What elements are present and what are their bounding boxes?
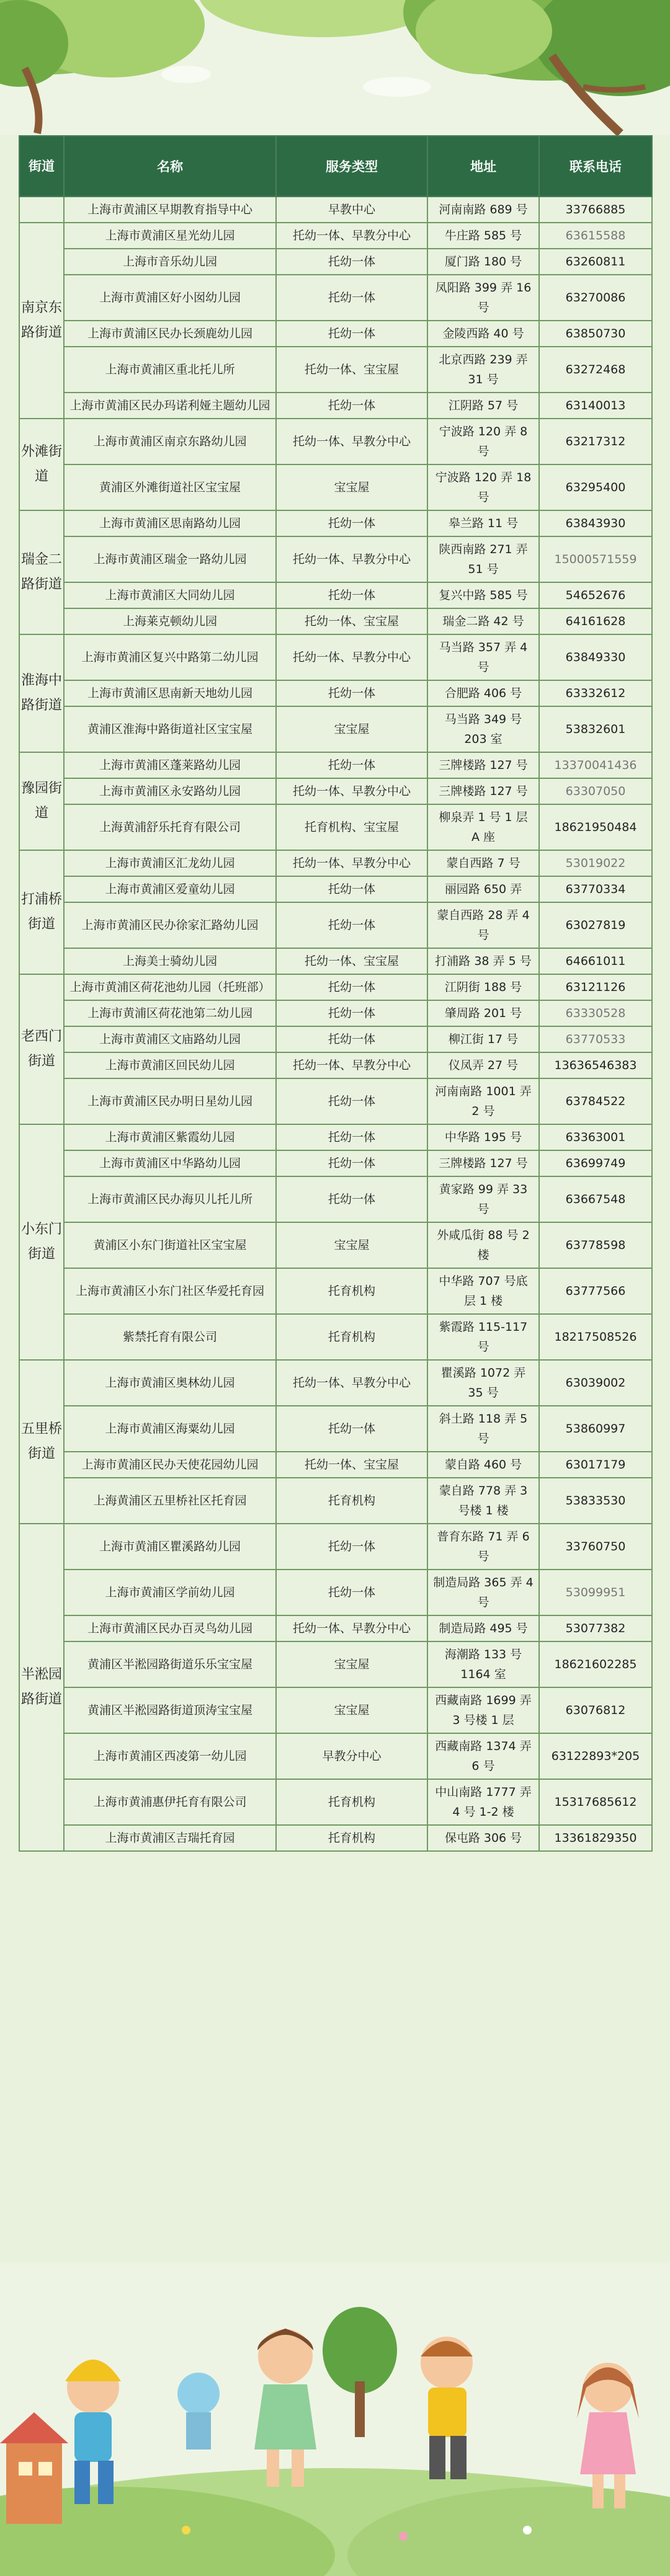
address-cell: 厦门路 180 号 bbox=[427, 249, 539, 275]
address-cell: 陕西南路 271 弄 51 号 bbox=[427, 536, 539, 582]
service-type-cell: 托幼一体 bbox=[276, 321, 427, 347]
phone-cell: 63849330 bbox=[539, 634, 652, 680]
phone-cell: 63332612 bbox=[539, 680, 652, 706]
phone-cell: 63784522 bbox=[539, 1078, 652, 1124]
name-cell: 上海市黄浦区民办天使花园幼儿园 bbox=[64, 1452, 276, 1478]
address-cell: 普育东路 71 弄 6 号 bbox=[427, 1524, 539, 1570]
address-cell: 柳江街 17 号 bbox=[427, 1026, 539, 1052]
name-cell: 上海市黄浦区永安路幼儿园 bbox=[64, 778, 276, 804]
name-cell: 上海市黄浦区大同幼儿园 bbox=[64, 582, 276, 608]
service-type-cell: 托幼一体 bbox=[276, 1124, 427, 1150]
phone-cell: 63122893*205 bbox=[539, 1733, 652, 1779]
name-cell: 上海市黄浦区奥林幼儿园 bbox=[64, 1360, 276, 1406]
address-cell: 瞿溪路 1072 弄 35 号 bbox=[427, 1360, 539, 1406]
name-cell: 上海黄浦区五里桥社区托育园 bbox=[64, 1478, 276, 1524]
service-type-cell: 宝宝屋 bbox=[276, 464, 427, 510]
phone-cell: 33760750 bbox=[539, 1524, 652, 1570]
address-cell: 三牌楼路 127 号 bbox=[427, 752, 539, 778]
name-cell: 上海市黄浦区民办百灵鸟幼儿园 bbox=[64, 1615, 276, 1641]
address-cell: 黄家路 99 弄 33 号 bbox=[427, 1176, 539, 1222]
name-cell: 上海市黄浦区文庙路幼儿园 bbox=[64, 1026, 276, 1052]
phone-cell: 63272468 bbox=[539, 347, 652, 393]
table-row bbox=[19, 948, 652, 974]
service-type-cell: 托幼一体、早教分中心 bbox=[276, 536, 427, 582]
phone-cell: 63667548 bbox=[539, 1176, 652, 1222]
table-header-row bbox=[19, 136, 652, 197]
table-row bbox=[19, 347, 652, 393]
name-cell: 黄浦区外滩街道社区宝宝屋 bbox=[64, 464, 276, 510]
name-cell: 上海市黄浦区重北托儿所 bbox=[64, 347, 276, 393]
table-row bbox=[19, 582, 652, 608]
street-cell: 小东门街道 bbox=[19, 1124, 64, 1360]
phone-cell: 15317685612 bbox=[539, 1779, 652, 1825]
tree-canopy-icon bbox=[0, 0, 670, 135]
service-type-cell: 托幼一体 bbox=[276, 1026, 427, 1052]
phone-cell: 53019022 bbox=[539, 850, 652, 876]
table-row bbox=[19, 1176, 652, 1222]
phone-cell: 63307050 bbox=[539, 778, 652, 804]
service-type-cell: 托幼一体、宝宝屋 bbox=[276, 1452, 427, 1478]
phone-cell: 63217312 bbox=[539, 419, 652, 464]
address-cell: 江阴路 57 号 bbox=[427, 393, 539, 419]
table-row bbox=[19, 1825, 652, 1851]
address-cell: 马当路 357 弄 4 号 bbox=[427, 634, 539, 680]
service-type-cell: 托幼一体、宝宝屋 bbox=[276, 347, 427, 393]
street-cell: 瑞金二路街道 bbox=[19, 510, 64, 634]
service-type-cell: 托幼一体 bbox=[276, 1570, 427, 1615]
name-cell: 上海市音乐幼儿园 bbox=[64, 249, 276, 275]
table-row bbox=[19, 1615, 652, 1641]
name-cell: 上海市黄浦区瞿溪路幼儿园 bbox=[64, 1524, 276, 1570]
service-type-cell: 托幼一体、早教分中心 bbox=[276, 1615, 427, 1641]
service-type-cell: 宝宝屋 bbox=[276, 1222, 427, 1268]
address-cell: 合肥路 406 号 bbox=[427, 680, 539, 706]
service-type-cell: 托幼一体、早教分中心 bbox=[276, 850, 427, 876]
table-row bbox=[19, 1026, 652, 1052]
address-cell: 蒙自西路 7 号 bbox=[427, 850, 539, 876]
address-cell: 金陵西路 40 号 bbox=[427, 321, 539, 347]
address-cell: 皋兰路 11 号 bbox=[427, 510, 539, 536]
header-address: 地址 bbox=[427, 136, 539, 197]
address-cell: 蒙自西路 28 弄 4 号 bbox=[427, 902, 539, 948]
table-row bbox=[19, 1052, 652, 1078]
name-cell: 上海市黄浦区民办明日星幼儿园 bbox=[64, 1078, 276, 1124]
phone-cell: 63843930 bbox=[539, 510, 652, 536]
phone-cell: 63076812 bbox=[539, 1687, 652, 1733]
name-cell: 上海莱克顿幼儿园 bbox=[64, 608, 276, 634]
table-row bbox=[19, 876, 652, 902]
phone-cell: 64661011 bbox=[539, 948, 652, 974]
address-cell: 西藏南路 1699 弄 3 号楼 1 层 bbox=[427, 1687, 539, 1733]
service-type-cell: 托育机构、宝宝屋 bbox=[276, 804, 427, 850]
service-type-cell: 托幼一体、早教分中心 bbox=[276, 1052, 427, 1078]
table-row bbox=[19, 419, 652, 464]
name-cell: 上海市黄浦区民办徐家汇路幼儿园 bbox=[64, 902, 276, 948]
address-cell: 复兴中路 585 号 bbox=[427, 582, 539, 608]
table-row bbox=[19, 1314, 652, 1360]
table-row bbox=[19, 275, 652, 321]
name-cell: 上海市黄浦区学前幼儿园 bbox=[64, 1570, 276, 1615]
phone-cell: 54652676 bbox=[539, 582, 652, 608]
table-row bbox=[19, 321, 652, 347]
header-service-type: 服务类型 bbox=[276, 136, 427, 197]
address-cell: 宁波路 120 弄 8 号 bbox=[427, 419, 539, 464]
name-cell: 黄浦区半淞园路街道乐乐宝宝屋 bbox=[64, 1641, 276, 1687]
address-cell: 海潮路 133 号 1164 室 bbox=[427, 1641, 539, 1687]
address-cell: 江阴街 188 号 bbox=[427, 974, 539, 1000]
table-row bbox=[19, 902, 652, 948]
name-cell: 紫禁托育有限公司 bbox=[64, 1314, 276, 1360]
table-row bbox=[19, 1524, 652, 1570]
phone-cell: 63615588 bbox=[539, 223, 652, 249]
phone-cell: 15000571559 bbox=[539, 536, 652, 582]
service-type-cell: 托幼一体 bbox=[276, 876, 427, 902]
phone-cell: 53860997 bbox=[539, 1406, 652, 1452]
address-cell: 仪凤弄 27 号 bbox=[427, 1052, 539, 1078]
table-row bbox=[19, 1478, 652, 1524]
address-cell: 肇周路 201 号 bbox=[427, 1000, 539, 1026]
service-type-cell: 托幼一体 bbox=[276, 1406, 427, 1452]
street-cell: 豫园街道 bbox=[19, 752, 64, 850]
name-cell: 上海市黄浦区思南新天地幼儿园 bbox=[64, 680, 276, 706]
phone-cell: 63140013 bbox=[539, 393, 652, 419]
name-cell: 上海市黄浦区西凌第一幼儿园 bbox=[64, 1733, 276, 1779]
street-cell: 半淞园路街道 bbox=[19, 1524, 64, 1851]
name-cell: 上海市黄浦区民办长颈鹿幼儿园 bbox=[64, 321, 276, 347]
service-type-cell: 早教中心 bbox=[276, 197, 427, 223]
table-row bbox=[19, 1452, 652, 1478]
address-cell: 斜土路 118 弄 5 号 bbox=[427, 1406, 539, 1452]
name-cell: 上海黄浦舒乐托育有限公司 bbox=[64, 804, 276, 850]
phone-cell: 63270086 bbox=[539, 275, 652, 321]
header-phone: 联系电话 bbox=[539, 136, 652, 197]
table-row bbox=[19, 1779, 652, 1825]
table-row bbox=[19, 1078, 652, 1124]
phone-cell: 18217508526 bbox=[539, 1314, 652, 1360]
street-cell: 外滩街道 bbox=[19, 419, 64, 510]
name-cell: 上海市黄浦区民办玛诺利娅主题幼儿园 bbox=[64, 393, 276, 419]
table-row bbox=[19, 464, 652, 510]
table-row bbox=[19, 804, 652, 850]
service-type-cell: 托幼一体 bbox=[276, 974, 427, 1000]
table-row bbox=[19, 1222, 652, 1268]
address-cell: 蒙自路 778 弄 3 号楼 1 楼 bbox=[427, 1478, 539, 1524]
service-type-cell: 托幼一体 bbox=[276, 1176, 427, 1222]
name-cell: 黄浦区半淞园路街道顶涛宝宝屋 bbox=[64, 1687, 276, 1733]
service-type-cell: 托幼一体、早教分中心 bbox=[276, 1360, 427, 1406]
phone-cell: 33766885 bbox=[539, 197, 652, 223]
service-type-cell: 托幼一体、早教分中心 bbox=[276, 419, 427, 464]
service-type-cell: 托幼一体 bbox=[276, 1078, 427, 1124]
table-row bbox=[19, 778, 652, 804]
service-type-cell: 托育机构 bbox=[276, 1478, 427, 1524]
name-cell: 上海市黄浦区民办海贝儿托儿所 bbox=[64, 1176, 276, 1222]
phone-cell: 63295400 bbox=[539, 464, 652, 510]
address-cell: 中华路 707 号底层 1 楼 bbox=[427, 1268, 539, 1314]
address-cell: 保屯路 306 号 bbox=[427, 1825, 539, 1851]
phone-cell: 63121126 bbox=[539, 974, 652, 1000]
service-type-cell: 托育机构 bbox=[276, 1268, 427, 1314]
name-cell: 上海市黄浦区复兴中路第二幼儿园 bbox=[64, 634, 276, 680]
address-cell: 马当路 349 号 203 室 bbox=[427, 706, 539, 752]
address-cell: 蒙自路 460 号 bbox=[427, 1452, 539, 1478]
service-type-cell: 托幼一体 bbox=[276, 393, 427, 419]
name-cell: 上海市黄浦区爱童幼儿园 bbox=[64, 876, 276, 902]
name-cell: 上海市黄浦区早期教育指导中心 bbox=[64, 197, 276, 223]
phone-cell: 53077382 bbox=[539, 1615, 652, 1641]
phone-cell: 63850730 bbox=[539, 321, 652, 347]
service-type-cell: 托幼一体 bbox=[276, 510, 427, 536]
name-cell: 上海市黄浦区星光幼儿园 bbox=[64, 223, 276, 249]
table-row bbox=[19, 850, 652, 876]
table-row bbox=[19, 1000, 652, 1026]
service-type-cell: 宝宝屋 bbox=[276, 1687, 427, 1733]
table-row bbox=[19, 680, 652, 706]
service-type-cell: 托幼一体 bbox=[276, 582, 427, 608]
phone-cell: 63363001 bbox=[539, 1124, 652, 1150]
phone-cell: 18621602285 bbox=[539, 1641, 652, 1687]
phone-cell: 53832601 bbox=[539, 706, 652, 752]
table-row bbox=[19, 1150, 652, 1176]
service-type-cell: 托育机构 bbox=[276, 1314, 427, 1360]
address-cell: 丽园路 650 弄 bbox=[427, 876, 539, 902]
name-cell: 上海市黄浦区荷花池幼儿园（托班部） bbox=[64, 974, 276, 1000]
table-row bbox=[19, 1687, 652, 1733]
name-cell: 上海市黄浦区中华路幼儿园 bbox=[64, 1150, 276, 1176]
service-type-cell: 早教分中心 bbox=[276, 1733, 427, 1779]
address-cell: 中山南路 1777 弄 4 号 1-2 楼 bbox=[427, 1779, 539, 1825]
table-row bbox=[19, 752, 652, 778]
address-cell: 制造局路 495 号 bbox=[427, 1615, 539, 1641]
name-cell: 上海美士骑幼儿园 bbox=[64, 948, 276, 974]
phone-cell: 63699749 bbox=[539, 1150, 652, 1176]
phone-cell: 63027819 bbox=[539, 902, 652, 948]
phone-cell: 63330528 bbox=[539, 1000, 652, 1026]
phone-cell: 13636546383 bbox=[539, 1052, 652, 1078]
service-type-cell: 托幼一体 bbox=[276, 902, 427, 948]
name-cell: 上海市黄浦区紫霞幼儿园 bbox=[64, 1124, 276, 1150]
table-row bbox=[19, 197, 652, 223]
address-cell: 柳泉弄 1 号 1 层 A 座 bbox=[427, 804, 539, 850]
kindergarten-table bbox=[19, 135, 651, 1852]
name-cell: 黄浦区淮海中路街道社区宝宝屋 bbox=[64, 706, 276, 752]
table-row bbox=[19, 1406, 652, 1452]
address-cell: 三牌楼路 127 号 bbox=[427, 778, 539, 804]
phone-cell: 63260811 bbox=[539, 249, 652, 275]
table-row bbox=[19, 1733, 652, 1779]
street-cell bbox=[19, 197, 64, 223]
phone-cell: 53099951 bbox=[539, 1570, 652, 1615]
name-cell: 上海市黄浦区小东门社区华爱托育园 bbox=[64, 1268, 276, 1314]
name-cell: 上海市黄浦区瑞金一路幼儿园 bbox=[64, 536, 276, 582]
table-row bbox=[19, 1268, 652, 1314]
address-cell: 打浦路 38 弄 5 号 bbox=[427, 948, 539, 974]
service-type-cell: 托幼一体 bbox=[276, 249, 427, 275]
service-type-cell: 托幼一体、宝宝屋 bbox=[276, 608, 427, 634]
service-type-cell: 托幼一体 bbox=[276, 1524, 427, 1570]
address-cell: 河南南路 689 号 bbox=[427, 197, 539, 223]
phone-cell: 53833530 bbox=[539, 1478, 652, 1524]
header-street: 街道 bbox=[19, 136, 64, 197]
table-row bbox=[19, 1360, 652, 1406]
street-cell: 五里桥街道 bbox=[19, 1360, 64, 1524]
table-row bbox=[19, 249, 652, 275]
phone-cell: 18621950484 bbox=[539, 804, 652, 850]
table-row bbox=[19, 1570, 652, 1615]
listing-table bbox=[19, 135, 653, 1852]
address-cell: 中华路 195 号 bbox=[427, 1124, 539, 1150]
address-cell: 紫霞路 115-117 号 bbox=[427, 1314, 539, 1360]
phone-cell: 63777566 bbox=[539, 1268, 652, 1314]
table-row bbox=[19, 608, 652, 634]
table-row bbox=[19, 536, 652, 582]
service-type-cell: 托幼一体 bbox=[276, 1150, 427, 1176]
name-cell: 上海市黄浦惠伊托育有限公司 bbox=[64, 1779, 276, 1825]
service-type-cell: 托育机构 bbox=[276, 1825, 427, 1851]
name-cell: 上海市黄浦区回民幼儿园 bbox=[64, 1052, 276, 1078]
street-cell: 老西门街道 bbox=[19, 974, 64, 1124]
phone-cell: 63770334 bbox=[539, 876, 652, 902]
table-row bbox=[19, 634, 652, 680]
phone-cell: 63017179 bbox=[539, 1452, 652, 1478]
table-row bbox=[19, 1641, 652, 1687]
street-cell: 打浦桥街道 bbox=[19, 850, 64, 974]
name-cell: 上海市黄浦区思南路幼儿园 bbox=[64, 510, 276, 536]
service-type-cell: 托育机构 bbox=[276, 1779, 427, 1825]
service-type-cell: 托幼一体、宝宝屋 bbox=[276, 948, 427, 974]
service-type-cell: 托幼一体 bbox=[276, 752, 427, 778]
table-row bbox=[19, 1124, 652, 1150]
address-cell: 外咸瓜街 88 号 2 楼 bbox=[427, 1222, 539, 1268]
phone-cell: 63770533 bbox=[539, 1026, 652, 1052]
address-cell: 宁波路 120 弄 18 号 bbox=[427, 464, 539, 510]
table-row bbox=[19, 510, 652, 536]
name-cell: 黄浦区小东门街道社区宝宝屋 bbox=[64, 1222, 276, 1268]
name-cell: 上海市黄浦区海粟幼儿园 bbox=[64, 1406, 276, 1452]
table-row bbox=[19, 223, 652, 249]
address-cell: 牛庄路 585 号 bbox=[427, 223, 539, 249]
phone-cell: 63039002 bbox=[539, 1360, 652, 1406]
playing-children-icon bbox=[0, 2263, 670, 2576]
phone-cell: 13370041436 bbox=[539, 752, 652, 778]
name-cell: 上海市黄浦区蓬莱路幼儿园 bbox=[64, 752, 276, 778]
service-type-cell: 托幼一体、早教分中心 bbox=[276, 223, 427, 249]
service-type-cell: 托幼一体、早教分中心 bbox=[276, 778, 427, 804]
address-cell: 北京西路 239 弄 31 号 bbox=[427, 347, 539, 393]
street-cell: 南京东路街道 bbox=[19, 223, 64, 419]
table-row bbox=[19, 974, 652, 1000]
name-cell: 上海市黄浦区汇龙幼儿园 bbox=[64, 850, 276, 876]
service-type-cell: 宝宝屋 bbox=[276, 706, 427, 752]
table-row bbox=[19, 706, 652, 752]
address-cell: 凤阳路 399 弄 16 号 bbox=[427, 275, 539, 321]
address-cell: 河南南路 1001 弄 2 号 bbox=[427, 1078, 539, 1124]
service-type-cell: 宝宝屋 bbox=[276, 1641, 427, 1687]
service-type-cell: 托幼一体 bbox=[276, 1000, 427, 1026]
name-cell: 上海市黄浦区吉瑞托育园 bbox=[64, 1825, 276, 1851]
table-row bbox=[19, 393, 652, 419]
name-cell: 上海市黄浦区南京东路幼儿园 bbox=[64, 419, 276, 464]
name-cell: 上海市黄浦区荷花池第二幼儿园 bbox=[64, 1000, 276, 1026]
phone-cell: 64161628 bbox=[539, 608, 652, 634]
address-cell: 西藏南路 1374 弄 6 号 bbox=[427, 1733, 539, 1779]
phone-cell: 63778598 bbox=[539, 1222, 652, 1268]
address-cell: 瑞金二路 42 号 bbox=[427, 608, 539, 634]
name-cell: 上海市黄浦区好小囡幼儿园 bbox=[64, 275, 276, 321]
street-cell: 淮海中路街道 bbox=[19, 634, 64, 752]
service-type-cell: 托幼一体 bbox=[276, 275, 427, 321]
address-cell: 制造局路 365 弄 4 号 bbox=[427, 1570, 539, 1615]
header-name: 名称 bbox=[64, 136, 276, 197]
phone-cell: 13361829350 bbox=[539, 1825, 652, 1851]
address-cell: 三牌楼路 127 号 bbox=[427, 1150, 539, 1176]
service-type-cell: 托幼一体、早教分中心 bbox=[276, 634, 427, 680]
service-type-cell: 托幼一体 bbox=[276, 680, 427, 706]
